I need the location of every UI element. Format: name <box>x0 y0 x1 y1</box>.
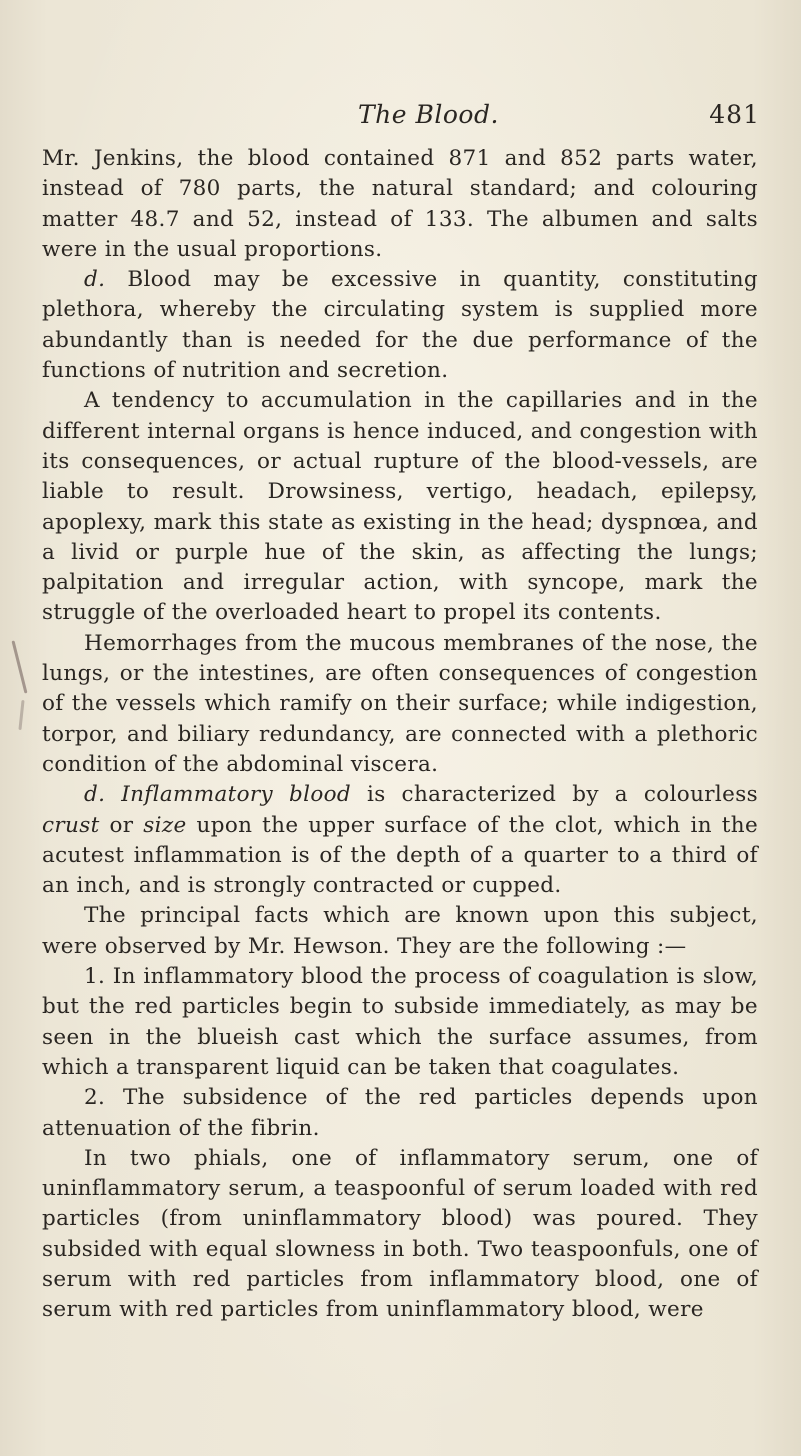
running-head <box>40 100 760 140</box>
paragraph-text: upon the upper surface of the clot, which in the acutest inflammation is of the depth of a quarter to a third of an inch, and is strongly contracted or cupped. <box>42 812 759 899</box>
paragraph <box>42 1083 758 1144</box>
italic-term: size <box>143 812 187 838</box>
body-text <box>42 144 758 1326</box>
paragraph <box>42 962 758 1083</box>
binding-edge-mark <box>12 640 28 693</box>
running-title: The Blood. <box>358 100 499 129</box>
italic-term: Inflammatory blood <box>121 782 352 808</box>
binding-edge-mark <box>18 700 24 730</box>
paragraph-text: Mr. Jenkins, the blood contained 871 and 852 parts water, instead of 780 parts, the natural standard; and colouring matter 48.7 and 52, instead of 133. The albumen and salts were in the usual proportions. <box>42 146 758 262</box>
paragraph-text: In two phials, one of inflammatory serum, one of uninflammatory serum, a teaspoonful of serum loaded with red particles (from uninflammatory blood) was poured. They subsided with equal slowness in both. Two teaspoonfuls, one of serum with red particles from inflammatory blood, one of serum with red particles from uninflammatory blood, were <box>42 1145 758 1323</box>
paragraph <box>42 386 758 628</box>
section-marker: d. <box>84 782 106 808</box>
paragraph-text: or <box>109 812 134 838</box>
paragraph <box>42 144 758 265</box>
paragraph-text: The principal facts which are known upon this subject, were observed by Mr. Hewson. They are the following :— <box>42 903 758 959</box>
paragraph-text: 1. In inflammatory blood the process of coagulation is slow, but the red particles begin to subside immediately, as may be seen in the blueish cast which the surface assumes, from which a transparent liquid can be taken that coagulates. <box>42 964 758 1080</box>
paragraph-text: is characterized by a colourless <box>367 782 758 808</box>
paragraph <box>42 629 758 780</box>
paragraph <box>42 1144 758 1326</box>
paragraph-text: A tendency to accumulation in the capillaries and in the different internal organs is hence induced, and congestion with its consequences, or actual rupture of the blood-vessels, are liable to result. Drowsiness, vertigo, headach, epilepsy, apoplexy, mark this state as existing in the head; dyspnœa, and a livid or purple hue of the skin, as affecting the lungs; palpitation and irregular action, with syncope, mark the struggle of the overloaded heart to propel its contents. <box>42 388 758 626</box>
section-marker: d. <box>84 267 106 293</box>
paragraph-text: 2. The subsidence of the red particles depends upon attenuation of the fibrin. <box>42 1085 758 1141</box>
paragraph <box>42 265 758 386</box>
paragraph <box>42 901 758 962</box>
paragraph <box>42 780 758 901</box>
paragraph-text: Hemorrhages from the mucous membranes of the nose, the lungs, or the intestines, are often consequences of congestion of the vessels which ramify on their surface; while indigestion, torpor, and biliary redundancy, are connected with a plethoric condition of the abdominal viscera. <box>42 630 758 777</box>
paragraph-text: Blood may be excessive in quantity, constituting plethora, whereby the circulating system is supplied more abundantly than is needed for the due performance of the functions of nutrition and secretion. <box>42 267 759 384</box>
italic-term: crust <box>42 812 100 838</box>
page-number: 481 <box>709 100 760 129</box>
